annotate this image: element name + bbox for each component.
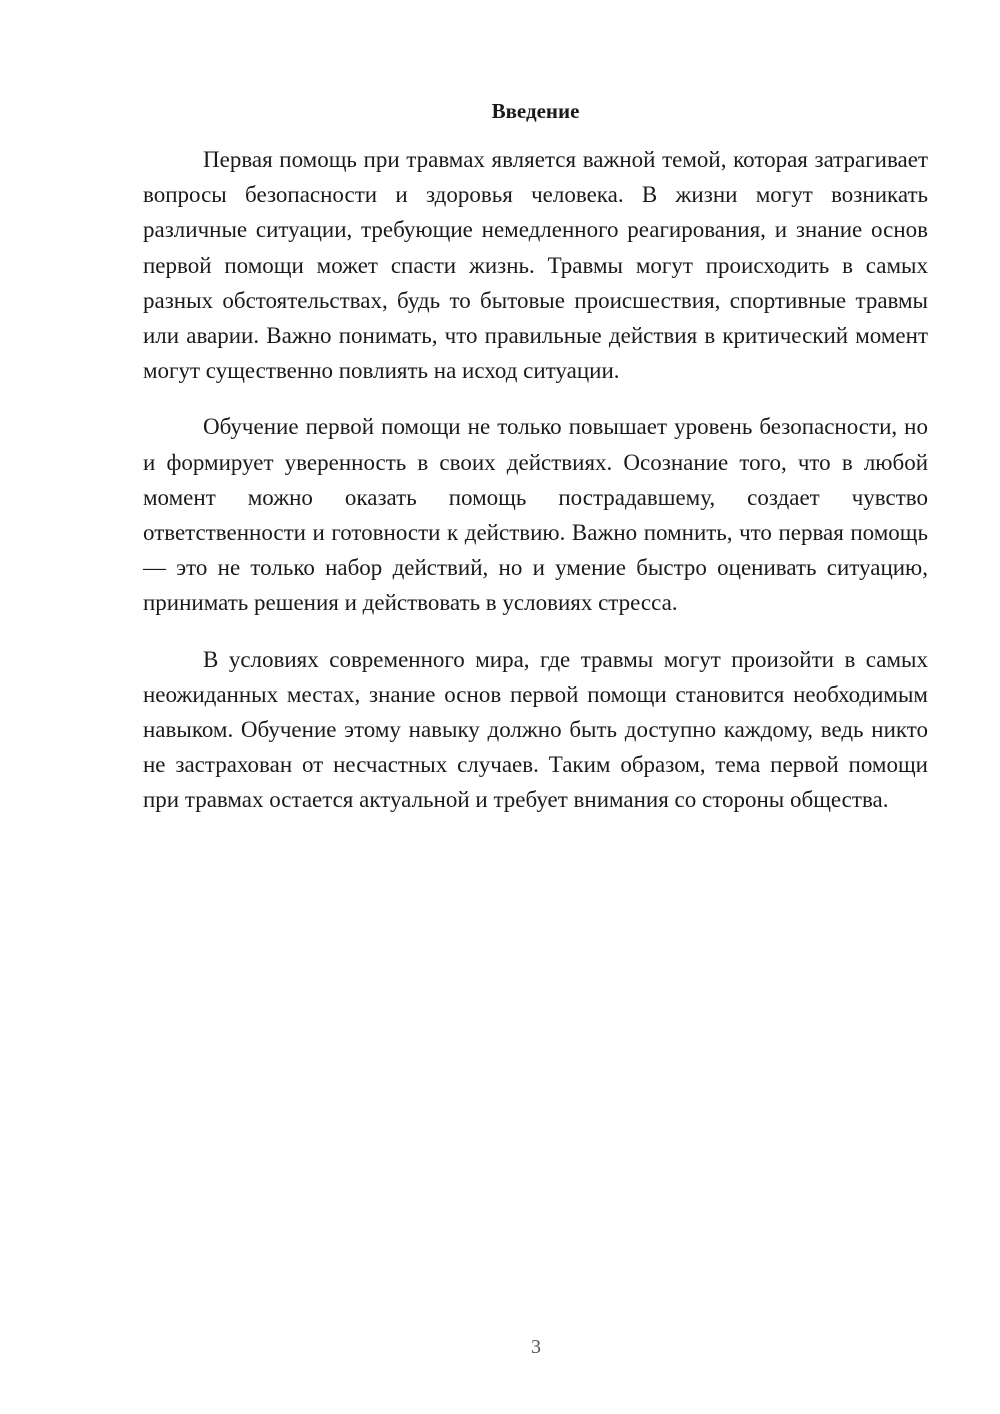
paragraph-3: В условиях современного мира, где травмы могут произойти в самых неожиданных местах, знание основ первой помощи становится необходимым навыком. Обучение этому навыку должно быть доступно каждому, ведь никто не застрахован от несчастных случаев. Таким образом, тема первой помощи при травмах остается актуальной и требует внимания со стороны общества. — [143, 646, 928, 813]
page-number: 3 — [531, 1336, 541, 1358]
paragraph-2: Обучение первой помощи не только повышает уровень безопасности, но и формирует уверенность в своих действиях. Осознание того, что в любой момент можно оказать помощь пострадавшему, создает чувство ответственности и готовности к действию. Важно помнить, что первая помощь — это не только набор действий, но и умение быстро оценивать ситуацию, принимать решения и действовать в условиях стресса. — [143, 414, 928, 616]
paragraph-1: Первая помощь при травмах является важной темой, которая затрагивает вопросы безопасности и здоровья человека. В жизни могут возникать различные ситуации, требующие немедленного реагирования, и знание основ первой помощи может спасти жизнь. Травмы могут происходить в самых разных обстоятельствах, будь то бытовые происшествия, спортивные травмы или аварии. Важно понимать, что правильные действия в критический момент могут существенно повлиять на исход ситуации. — [143, 147, 928, 384]
section-heading: Введение — [491, 99, 580, 123]
body-text — [143, 142, 928, 839]
